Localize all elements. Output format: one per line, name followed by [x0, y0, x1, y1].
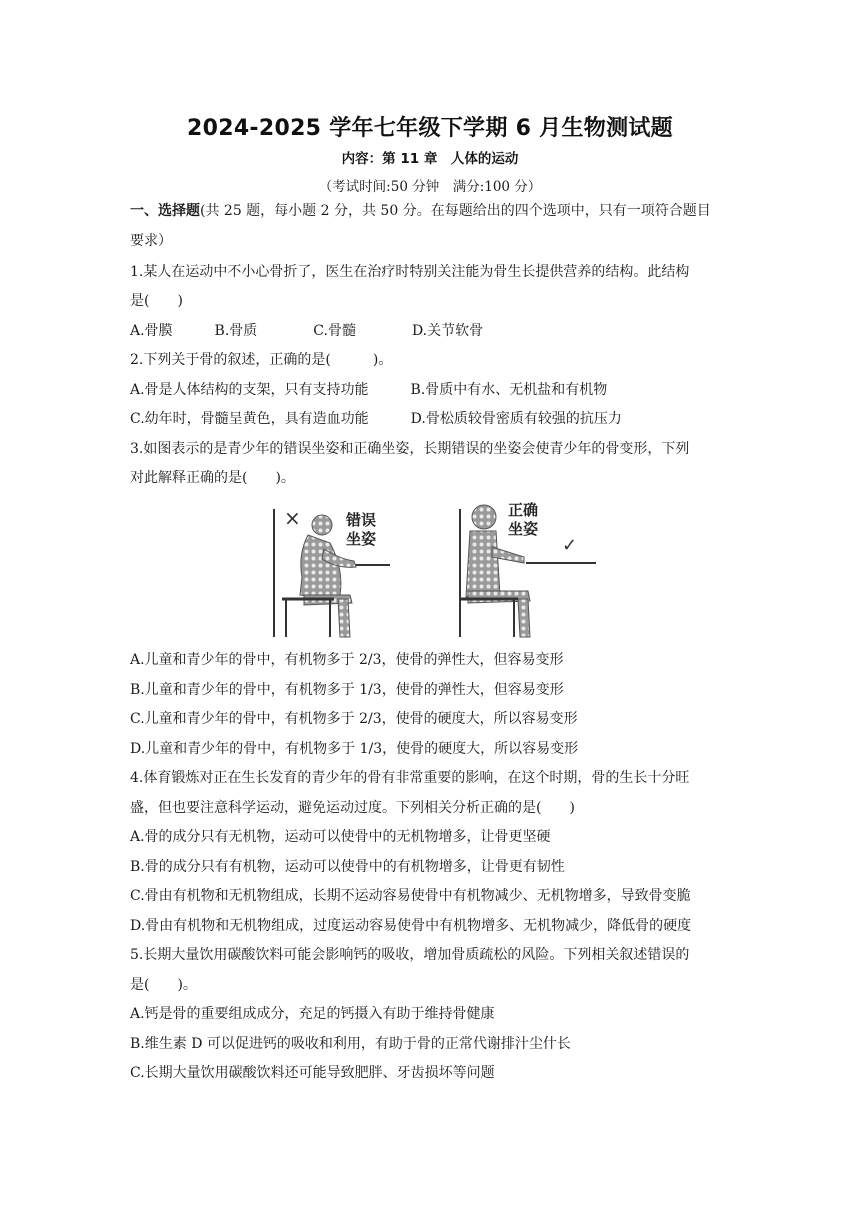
- question-5-stem-cont: 是( )。: [130, 977, 197, 993]
- question-1-options: A.骨膜 B.骨质 C.骨髓 D.关节软骨: [130, 323, 484, 339]
- correct-posture-panel: [460, 501, 596, 637]
- question-4-option-a: A.骨的成分只有无机物，运动可以使骨中的无机物增多，让骨更坚硬: [130, 829, 551, 845]
- question-2-stem: 2.下列关于骨的叙述，正确的是( )。: [130, 352, 393, 368]
- question-5-option-b: B.维生素 D 可以促进钙的吸收和利用，有助于骨的正常代谢排汁尘什长: [130, 1036, 571, 1052]
- section-heading: 一、选择题: [130, 203, 200, 219]
- question-3-stem: 3.如图表示的是青少年的错误坐姿和正确坐姿，长期错误的坐姿会使青少年的骨变形，下列: [130, 441, 690, 457]
- sitting-posture-figure: [268, 499, 600, 640]
- question-3-option-a: A.儿童和青少年的骨中，有机物多于 2/3，使骨的弹性大，但容易变形: [130, 652, 564, 668]
- question-2-options-row1: A.骨是人体结构的支架，只有支持功能 B.骨质中有水、无机盐和有机物: [130, 382, 608, 398]
- question-1-stem: 1.某人在运动中不小心骨折了，医生在治疗时特别关注能为骨生长提供营养的结构。此结构: [130, 264, 690, 280]
- question-4-option-d: D.骨由有机物和无机物组成，过度运动容易使骨中有机物增多、无机物减少，降低骨的硬度: [130, 918, 692, 934]
- question-3-option-d: D.儿童和青少年的骨中，有机物多于 1/3，使骨的硬度大，所以容易变形: [130, 741, 579, 757]
- question-4-stem-cont: 盛，但也要注意科学运动，避免运动过度。下列相关分析正确的是( ): [130, 800, 575, 816]
- question-3-option-c: C.儿童和青少年的骨中，有机物多于 2/3，使骨的硬度大，所以容易变形: [130, 711, 578, 727]
- question-4-stem: 4.体育锻炼对正在生长发育的青少年的骨有非常重要的影响，在这个时期，骨的生长十分旺: [130, 770, 690, 786]
- exam-info: （考试时间:50 分钟 满分:100 分）: [318, 179, 542, 195]
- wrong-posture-panel: [274, 506, 390, 637]
- question-5-stem: 5.长期大量饮用碳酸饮料可能会影响钙的吸收，增加骨质疏松的风险。下列相关叙述错误的: [130, 947, 690, 963]
- section-description-cont: 要求）: [130, 233, 172, 249]
- right-label-1: 正确: [508, 501, 539, 519]
- correct-mark: ✓: [562, 535, 578, 556]
- wrong-label-2: 坐姿: [346, 530, 377, 548]
- page-title: 2024-2025 学年七年级下学期 6 月生物测试题: [187, 116, 673, 141]
- question-2-options-row2: C.幼年时，骨髓呈黄色，具有造血功能 D.骨松质较骨密质有较强的抗压力: [130, 411, 622, 427]
- wrong-mark: ×: [284, 506, 301, 530]
- question-5-option-a: A.钙是骨的重要组成成分，充足的钙摄入有助于维持骨健康: [130, 1006, 495, 1022]
- question-4-option-b: B.骨的成分只有有机物，运动可以使骨中的有机物增多，让骨更有韧性: [130, 859, 565, 875]
- question-4-option-c: C.骨由有机物和无机物组成，长期不运动容易使骨中有机物减少、无机物增多，导致骨变脆: [130, 888, 691, 904]
- question-3-stem-cont: 对此解释正确的是( )。: [130, 470, 295, 486]
- question-3-option-b: B.儿童和青少年的骨中，有机物多于 1/3，使骨的弹性大，但容易变形: [130, 682, 564, 698]
- section-heading-line: [130, 201, 711, 221]
- wrong-label-1: 错误: [346, 511, 377, 529]
- question-1-stem-cont: 是( ): [130, 293, 183, 309]
- content-subtitle: 内容：第 11 章 人体的运动: [341, 151, 519, 167]
- question-5-option-c: C.长期大量饮用碳酸饮料还可能导致肥胖、牙齿损坏等问题: [130, 1065, 495, 1081]
- section-description: (共 25 题，每小题 2 分，共 50 分。在每题给出的四个选项中，只有一项符合题目: [200, 203, 711, 219]
- right-label-2: 坐姿: [508, 520, 539, 538]
